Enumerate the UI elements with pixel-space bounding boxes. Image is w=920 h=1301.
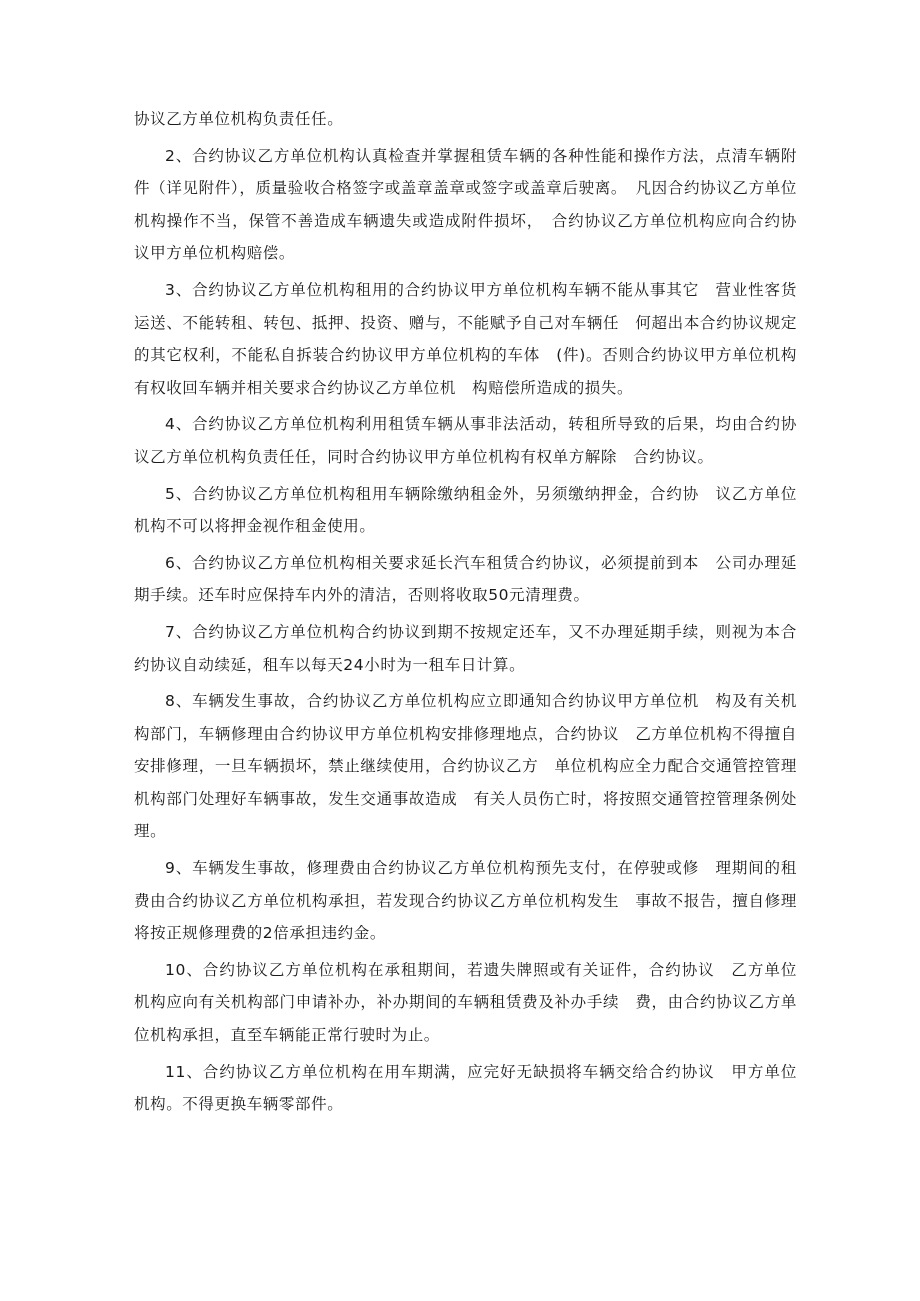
clause-9: 9、车辆发生事故，修理费由合约协议乙方单位机构预先支付，在停驶或修 理期间的租费由合约协议乙方单位机构承担，若发现合约协议乙方单位机构发生 事故不报告，擅自修理将按正规修理费的2倍承担违约金。 — [134, 859, 797, 943]
clause-4: 4、合约协议乙方单位机构利用租赁车辆从事非法活动，转租所导致的后果，均由合约协议乙方单位机构负责任任，同时合约协议甲方单位机构有权单方解除 合约协议。 — [134, 415, 797, 466]
clause-7: 7、合约协议乙方单位机构合约协议到期不按规定还车，又不办理延期手续，则视为本合约协议自动续延，租车以每天24小时为一租车日计算。 — [134, 622, 797, 674]
clause-5: 5、合约协议乙方单位机构租用车辆除缴纳租金外，另须缴纳押金，合约协 议乙方单位机构不可以将押金视作租金使用。 — [134, 484, 797, 536]
clause-3: 3、合约协议乙方单位机构租用的合约协议甲方单位机构车辆不能从事其它 营业性客货运送、不能转租、转包、抵押、投资、赠与，不能赋予自己对车辆任 何超出本合约协议规定的其它权利，不能私自拆装合约协议甲方单位机构的车体 (件)。否则合约协议甲方单位机构有权收回车辆并相关要求合约协议乙方单位机 构赔偿所造成的损失。 — [134, 280, 797, 397]
clause-6: 6、合约协议乙方单位机构相关要求延长汽车租赁合约协议，必须提前到本 公司办理延期手续。还车时应保持车内外的清洁，否则将收取50元清理费。 — [134, 553, 797, 605]
paragraph-continuation: 协议乙方单位机构负责任任。 — [134, 110, 344, 128]
clause-10: 10、合约协议乙方单位机构在承租期间，若遗失牌照或有关证件，合约协议 乙方单位机构应向有关机构部门申请补办，补办期间的车辆租赁费及补办手续 费，由合约协议乙方单位机构承担，直至车辆能正常行驶时为止。 — [134, 960, 797, 1045]
clause-11: 11、合约协议乙方单位机构在用车期满，应完好无缺损将车辆交给合约协议 甲方单位机构。不得更换车辆零部件。 — [134, 1062, 797, 1114]
document-body — [134, 103, 797, 1125]
clause-8: 8、车辆发生事故，合约协议乙方单位机构应立即通知合约协议甲方单位机 构及有关机构部门，车辆修理由合约协议甲方单位机构安排修理地点，合约协议 乙方单位机构不得擅自安排修理，一旦车辆损坏，禁止继续使用，合约协议乙方 单位机构应全力配合交通管控管理机构部门处理好车辆事故，发生交通事故造成 有关人员伤亡时，将按照交通管控管理条例处理。 — [134, 692, 797, 841]
clause-2: 2、合约协议乙方单位机构认真检查并掌握租赁车辆的各种性能和操作方法，点清车辆附件（详见附件），质量验收合格签字或盖章盖章或签字或盖章后驶离。 凡因合约协议乙方单位机构操作不当，保管不善造成车辆遗失或造成附件损坏， 合约协议乙方单位机构应向合约协议甲方单位机构赔偿。 — [134, 146, 797, 263]
